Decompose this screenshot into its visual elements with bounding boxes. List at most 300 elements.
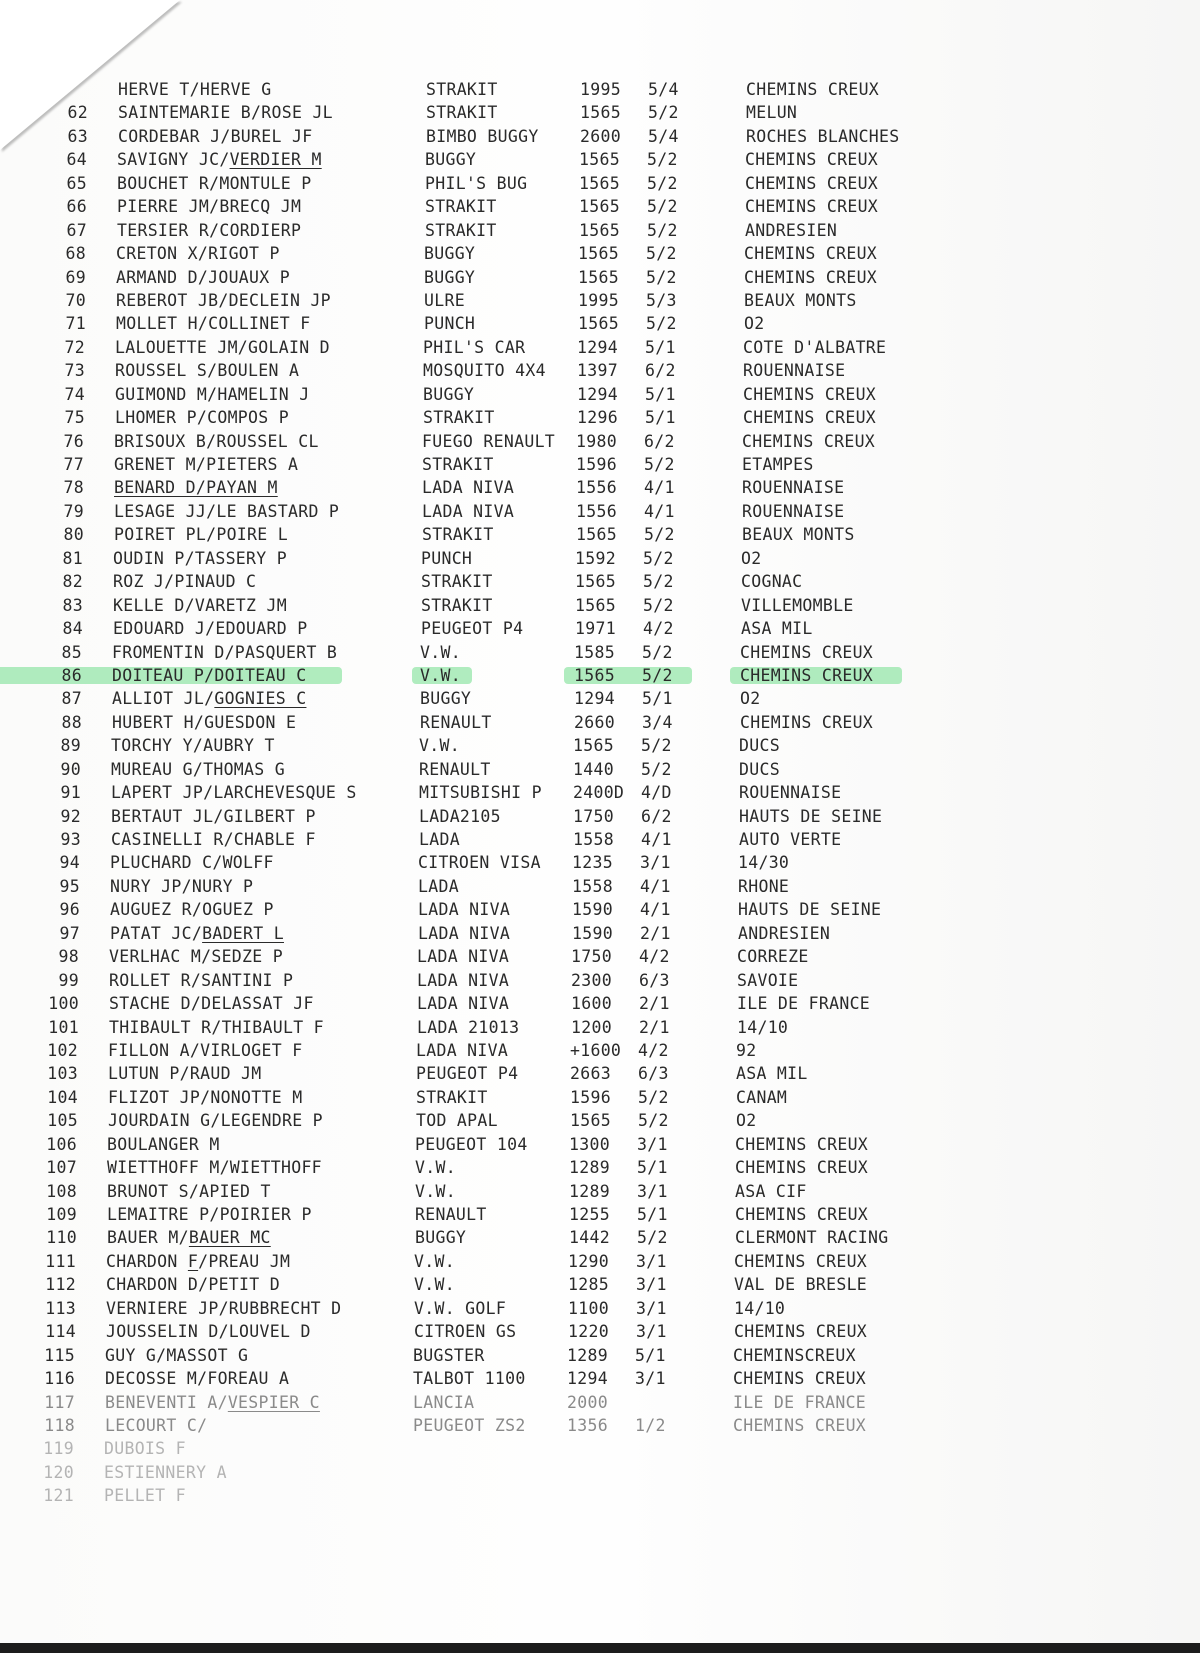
engine-cc: 1565 bbox=[575, 595, 616, 615]
list-row bbox=[0, 101, 1200, 124]
engine-cc: 1995 bbox=[578, 290, 619, 310]
crew-names: REBEROT JB/DECLEIN JP bbox=[116, 290, 331, 310]
engine-cc: 1565 bbox=[579, 150, 620, 170]
car-model: FUEGO RENAULT bbox=[422, 431, 556, 451]
engine-cc: 2300 bbox=[571, 970, 612, 990]
club-name: CHEMINS CREUX bbox=[735, 1158, 869, 1178]
class-group: 5/2 bbox=[644, 525, 675, 545]
crew-names-underlined: VESPIER C bbox=[227, 1392, 320, 1412]
row-number: 118 bbox=[44, 1415, 75, 1435]
car-model: PEUGEOT ZS2 bbox=[413, 1415, 526, 1435]
crew-names: DOITEAU P/DOITEAU C bbox=[112, 665, 307, 685]
class-group: 3/1 bbox=[636, 1298, 667, 1318]
entry-list bbox=[0, 78, 1200, 1508]
car-model: LADA bbox=[418, 876, 459, 896]
crew-names: JOURDAIN G/LEGENDRE P bbox=[108, 1111, 323, 1131]
list-row bbox=[0, 289, 1200, 312]
crew-names: ROZ J/PINAUD C bbox=[113, 572, 257, 592]
list-row bbox=[0, 664, 1200, 687]
club-name: BEAUX MONTS bbox=[744, 290, 857, 310]
engine-cc: 1565 bbox=[578, 267, 619, 287]
engine-cc: 1565 bbox=[580, 103, 621, 123]
engine-cc: 1255 bbox=[569, 1205, 610, 1224]
club-name: CHEMINS CREUX bbox=[743, 408, 877, 428]
row-number: 105 bbox=[47, 1111, 78, 1131]
car-model: V.W. bbox=[419, 736, 460, 756]
crew-names bbox=[110, 922, 284, 945]
row-number: 93 bbox=[60, 830, 81, 849]
list-row bbox=[0, 1086, 1200, 1109]
class-group: 1/2 bbox=[635, 1415, 666, 1435]
class-group: 5/4 bbox=[648, 80, 679, 99]
crew-names: BERTAUT JL/GILBERT P bbox=[111, 806, 316, 826]
crew-names: MOLLET H/COLLINET F bbox=[116, 314, 311, 334]
car-model: V.W. bbox=[420, 642, 461, 662]
list-row bbox=[0, 945, 1200, 968]
class-group: 3/4 bbox=[642, 712, 673, 732]
club-name: ANDRESIEN bbox=[745, 220, 838, 240]
class-group: 5/2 bbox=[637, 1228, 668, 1248]
crew-names bbox=[114, 476, 278, 499]
engine-cc: 1294 bbox=[577, 384, 618, 404]
class-group: 5/1 bbox=[645, 337, 676, 357]
row-number: 91 bbox=[60, 783, 81, 803]
list-row bbox=[0, 1484, 1200, 1507]
club-name: CHEMINS CREUX bbox=[745, 197, 879, 217]
list-row bbox=[0, 1180, 1200, 1203]
class-group: 5/2 bbox=[646, 244, 677, 264]
crew-names: CASINELLI R/CHABLE F bbox=[111, 830, 316, 849]
car-model: BUGGY bbox=[415, 1228, 467, 1248]
crew-names: PELLET F bbox=[104, 1486, 186, 1506]
crew-names bbox=[117, 148, 322, 171]
crew-names-part: ALLIOT JL/ bbox=[112, 689, 215, 709]
class-group: 6/3 bbox=[639, 970, 670, 990]
crew-names: HUBERT H/GUESDON E bbox=[112, 712, 297, 732]
class-group: 4/2 bbox=[638, 1040, 669, 1060]
engine-cc: 1565 bbox=[579, 173, 620, 193]
row-number: 89 bbox=[60, 736, 81, 756]
engine-cc: 1592 bbox=[575, 548, 616, 568]
row-number: 114 bbox=[45, 1322, 76, 1342]
crew-names-underlined: BENARD D/PAYAN M bbox=[114, 478, 278, 498]
club-name: CORREZE bbox=[737, 947, 809, 967]
row-number: 95 bbox=[59, 876, 80, 896]
crew-names: PLUCHARD C/WOLFF bbox=[110, 853, 274, 873]
club-name: SAVOIE bbox=[737, 970, 799, 990]
car-model: V.W. bbox=[414, 1251, 455, 1271]
car-model: CITROEN GS bbox=[414, 1322, 517, 1342]
class-group: 4/1 bbox=[641, 830, 672, 849]
car-model: STRAKIT bbox=[421, 572, 493, 592]
club-name: CHEMINS CREUX bbox=[743, 384, 877, 404]
row-number: 112 bbox=[45, 1275, 76, 1295]
crew-names bbox=[105, 1391, 320, 1414]
crew-names: TERSIER R/CORDIERP bbox=[117, 220, 302, 240]
list-row bbox=[0, 687, 1200, 710]
club-name: CHEMINS CREUX bbox=[742, 431, 876, 451]
list-row bbox=[0, 617, 1200, 640]
engine-cc: 1980 bbox=[576, 431, 617, 451]
car-model: STRAKIT bbox=[423, 408, 495, 428]
row-number: 119 bbox=[43, 1439, 74, 1459]
row-number: 78 bbox=[63, 478, 84, 498]
row-number: 92 bbox=[60, 806, 81, 826]
crew-names: LESAGE JJ/LE BASTARD P bbox=[114, 501, 340, 521]
engine-cc: 1397 bbox=[577, 361, 618, 381]
car-model: MITSUBISHI P bbox=[419, 783, 542, 803]
crew-names: ROLLET R/SANTINI P bbox=[109, 970, 294, 990]
class-group: 5/2 bbox=[638, 1111, 669, 1131]
crew-names: ARMAND D/JOUAUX P bbox=[116, 267, 290, 287]
crew-names: JOUSSELIN D/LOUVEL D bbox=[106, 1322, 311, 1342]
row-number: 74 bbox=[64, 384, 85, 404]
engine-cc: 1556 bbox=[576, 478, 617, 498]
crew-names bbox=[107, 1226, 271, 1249]
crew-names: FLIZOT JP/NONOTTE M bbox=[108, 1087, 303, 1107]
car-model: MOSQUITO 4X4 bbox=[423, 361, 546, 381]
engine-cc: 1289 bbox=[569, 1181, 610, 1201]
car-model: BUGGY bbox=[424, 267, 476, 287]
engine-cc: 1565 bbox=[574, 665, 615, 685]
car-model: STRAKIT bbox=[422, 455, 494, 474]
crew-names: AUGUEZ R/OGUEZ P bbox=[110, 900, 274, 920]
club-name: CHEMINS CREUX bbox=[735, 1134, 869, 1154]
crew-names bbox=[112, 687, 306, 710]
car-model: STRAKIT bbox=[422, 525, 494, 545]
row-number: 107 bbox=[46, 1158, 77, 1178]
row-number: 103 bbox=[47, 1064, 78, 1084]
engine-cc: 1440 bbox=[573, 759, 614, 779]
class-group: 3/1 bbox=[635, 1369, 666, 1389]
engine-cc: 1289 bbox=[567, 1345, 608, 1365]
car-model: V.W. bbox=[414, 1275, 455, 1295]
crew-names: LEMAITRE P/POIRIER P bbox=[107, 1205, 312, 1224]
crew-names: OUDIN P/TASSERY P bbox=[113, 548, 287, 568]
row-number: 75 bbox=[64, 408, 85, 428]
row-number: 101 bbox=[48, 1017, 79, 1037]
crew-names: FILLON A/VIRLOGET F bbox=[108, 1040, 303, 1060]
list-row bbox=[0, 898, 1200, 921]
club-name: CHEMINS CREUX bbox=[744, 244, 878, 264]
row-number: 73 bbox=[64, 361, 85, 381]
class-group: 5/1 bbox=[645, 408, 676, 428]
car-model: STRAKIT bbox=[421, 595, 493, 615]
list-row bbox=[0, 1320, 1200, 1343]
class-group: 2/1 bbox=[640, 923, 671, 943]
crew-names bbox=[106, 1250, 290, 1273]
club-name: CHEMINS CREUX bbox=[733, 1369, 867, 1389]
crew-names: THIBAULT R/THIBAULT F bbox=[109, 1017, 324, 1037]
row-number: 100 bbox=[48, 994, 79, 1014]
crew-names-part: BAUER M/ bbox=[107, 1228, 189, 1248]
crew-names: LECOURT C/ bbox=[105, 1415, 208, 1435]
car-model: CITROEN VISA bbox=[418, 853, 541, 873]
class-group: 5/1 bbox=[642, 689, 673, 709]
car-model: BIMBO BUGGY bbox=[426, 126, 539, 146]
engine-cc: 1289 bbox=[569, 1158, 610, 1178]
row-number: 81 bbox=[62, 548, 83, 568]
car-model: PUNCH bbox=[424, 314, 476, 334]
crew-names: ROUSSEL S/BOULEN A bbox=[115, 361, 300, 381]
car-model: LADA NIVA bbox=[417, 994, 510, 1014]
row-number: 67 bbox=[66, 220, 87, 240]
car-model: PEUGEOT P4 bbox=[421, 619, 524, 639]
list-row bbox=[0, 383, 1200, 406]
class-group: 3/1 bbox=[636, 1251, 667, 1271]
engine-cc: 1750 bbox=[571, 947, 612, 967]
club-name: COTE D'ALBATRE bbox=[743, 337, 887, 357]
car-model: RENAULT bbox=[415, 1205, 487, 1224]
class-group: 4/2 bbox=[643, 619, 674, 639]
class-group: 5/1 bbox=[645, 384, 676, 404]
crew-names-underlined: VERDIER M bbox=[229, 150, 322, 170]
class-group: 4/1 bbox=[644, 501, 675, 521]
row-number: 85 bbox=[61, 642, 82, 662]
engine-cc: 1565 bbox=[570, 1111, 611, 1131]
club-name: CHEMINS CREUX bbox=[733, 1415, 867, 1435]
list-row bbox=[0, 148, 1200, 171]
class-group: 5/2 bbox=[647, 220, 678, 240]
class-group: 5/2 bbox=[648, 103, 679, 123]
engine-cc: 1585 bbox=[574, 642, 615, 662]
list-row bbox=[0, 1461, 1200, 1484]
class-group: 5/2 bbox=[642, 665, 673, 685]
list-row bbox=[0, 875, 1200, 898]
row-number: 76 bbox=[63, 431, 84, 451]
class-group: 4/2 bbox=[639, 947, 670, 967]
engine-cc: 1200 bbox=[571, 1017, 612, 1037]
car-model: PUNCH bbox=[421, 548, 473, 568]
class-group: 4/D bbox=[641, 783, 672, 803]
car-model: STRAKIT bbox=[425, 197, 497, 217]
club-name: HAUTS DE SEINE bbox=[738, 900, 882, 920]
row-number: 68 bbox=[65, 244, 86, 264]
crew-names: DECOSSE M/FOREAU A bbox=[105, 1369, 290, 1389]
class-group: 2/1 bbox=[639, 994, 670, 1014]
engine-cc: 1290 bbox=[568, 1251, 609, 1271]
engine-cc: 2663 bbox=[570, 1064, 611, 1084]
row-number: 116 bbox=[44, 1369, 75, 1389]
class-group: 5/2 bbox=[638, 1087, 669, 1107]
class-group: 3/1 bbox=[636, 1275, 667, 1295]
list-row bbox=[0, 1109, 1200, 1132]
engine-cc: 1235 bbox=[572, 853, 613, 873]
row-number: 69 bbox=[65, 267, 86, 287]
club-name: BEAUX MONTS bbox=[742, 525, 855, 545]
club-name: CHEMINS CREUX bbox=[745, 173, 879, 193]
crew-names: CRETON X/RIGOT P bbox=[116, 244, 280, 264]
car-model: PHIL'S BUG bbox=[425, 173, 528, 193]
class-group: 5/4 bbox=[648, 126, 679, 146]
row-number: 96 bbox=[59, 900, 80, 920]
engine-cc: 1565 bbox=[578, 244, 619, 264]
car-model: STRAKIT bbox=[426, 80, 498, 99]
row-number: 97 bbox=[59, 923, 80, 943]
crew-names: ESTIENNERY A bbox=[104, 1462, 227, 1482]
crew-names: LUTUN P/RAUD JM bbox=[108, 1064, 262, 1084]
car-model: V.W. bbox=[415, 1181, 456, 1201]
club-name: CLERMONT RACING bbox=[735, 1228, 889, 1248]
crew-names-underlined: BAUER MC bbox=[188, 1228, 271, 1248]
row-number: 64 bbox=[66, 150, 87, 170]
list-row bbox=[0, 125, 1200, 148]
car-model: BUGGY bbox=[420, 689, 472, 709]
engine-cc: 1590 bbox=[572, 923, 613, 943]
car-model: STRAKIT bbox=[416, 1087, 488, 1107]
engine-cc: 1565 bbox=[578, 314, 619, 334]
club-name: ASA MIL bbox=[736, 1064, 808, 1084]
engine-cc: 1590 bbox=[572, 900, 613, 920]
engine-cc: 2600 bbox=[580, 126, 621, 146]
row-number: 87 bbox=[61, 689, 82, 709]
club-name: CHEMINS CREUX bbox=[744, 267, 878, 287]
list-row bbox=[0, 1203, 1200, 1226]
engine-cc: 2400D bbox=[573, 783, 625, 803]
crew-names: CHARDON D/PETIT D bbox=[106, 1275, 280, 1295]
row-number: 121 bbox=[43, 1486, 74, 1506]
car-model: TOD APAL bbox=[416, 1111, 498, 1131]
row-number: 115 bbox=[44, 1345, 75, 1365]
car-model: LADA NIVA bbox=[417, 947, 510, 967]
list-row bbox=[0, 805, 1200, 828]
crew-names: SAINTEMARIE B/ROSE JL bbox=[118, 103, 333, 123]
car-model: BUGSTER bbox=[413, 1345, 485, 1365]
engine-cc: +1600 bbox=[570, 1040, 622, 1060]
class-group: 5/2 bbox=[647, 197, 678, 217]
crew-names: WIETTHOFF M/WIETTHOFF bbox=[107, 1158, 322, 1178]
club-name: VAL DE BRESLE bbox=[734, 1275, 868, 1295]
club-name: ETAMPES bbox=[742, 455, 814, 474]
class-group: 3/1 bbox=[636, 1322, 667, 1342]
club-name: ANDRESIEN bbox=[738, 923, 831, 943]
club-name: ASA MIL bbox=[741, 619, 813, 639]
crew-names: LALOUETTE JM/GOLAIN D bbox=[115, 337, 330, 357]
club-name: 14/30 bbox=[738, 853, 790, 873]
crew-names: LHOMER P/COMPOS P bbox=[115, 408, 289, 428]
engine-cc: 1600 bbox=[571, 994, 612, 1014]
club-name: CHEMINS CREUX bbox=[735, 1205, 869, 1224]
row-number: 79 bbox=[63, 501, 84, 521]
row-number: 62 bbox=[67, 103, 88, 123]
class-group: 5/2 bbox=[643, 595, 674, 615]
club-name: 92 bbox=[736, 1040, 757, 1060]
engine-cc: 1565 bbox=[575, 572, 616, 592]
row-number: 99 bbox=[58, 970, 79, 990]
car-model: PEUGEOT 104 bbox=[415, 1134, 528, 1154]
list-row bbox=[0, 195, 1200, 218]
club-name: CANAM bbox=[736, 1087, 788, 1107]
crew-names: EDOUARD J/EDOUARD P bbox=[113, 619, 308, 639]
row-number: 108 bbox=[46, 1181, 77, 1201]
row-number: 117 bbox=[44, 1392, 75, 1412]
car-model: LANCIA bbox=[413, 1392, 475, 1412]
list-row bbox=[0, 406, 1200, 429]
crew-names-underlined: GOGNIES C bbox=[214, 689, 307, 709]
row-number: 71 bbox=[65, 314, 86, 334]
club-name: O2 bbox=[740, 689, 761, 709]
engine-cc: 1565 bbox=[579, 197, 620, 217]
crew-names: MUREAU G/THOMAS G bbox=[111, 759, 285, 779]
class-group: 5/2 bbox=[643, 548, 674, 568]
club-name: MELUN bbox=[746, 103, 798, 123]
list-row bbox=[0, 500, 1200, 523]
engine-cc: 2000 bbox=[567, 1392, 608, 1412]
list-row bbox=[0, 1414, 1200, 1437]
crew-names-part: /PREAU JM bbox=[198, 1251, 291, 1271]
list-row bbox=[0, 992, 1200, 1015]
list-row bbox=[0, 312, 1200, 335]
row-number: 90 bbox=[60, 759, 81, 779]
class-group: 5/1 bbox=[637, 1205, 668, 1224]
row-number: 80 bbox=[63, 525, 84, 545]
club-name: AUTO VERTE bbox=[739, 830, 842, 849]
club-name: COGNAC bbox=[741, 572, 803, 592]
list-row bbox=[0, 359, 1200, 382]
row-number: 106 bbox=[46, 1134, 77, 1154]
car-model: PHIL'S CAR bbox=[423, 337, 526, 357]
car-model: LADA2105 bbox=[419, 806, 501, 826]
list-row bbox=[0, 1273, 1200, 1296]
engine-cc: 1296 bbox=[577, 408, 618, 428]
engine-cc: 1442 bbox=[569, 1228, 610, 1248]
row-number: 77 bbox=[63, 455, 84, 474]
crew-names: NURY JP/NURY P bbox=[110, 876, 254, 896]
list-row bbox=[0, 969, 1200, 992]
car-model: LADA NIVA bbox=[417, 970, 510, 990]
row-number: 63 bbox=[67, 126, 88, 146]
car-model: LADA NIVA bbox=[422, 478, 515, 498]
crew-names-underlined: F bbox=[187, 1251, 199, 1271]
row-number: 82 bbox=[62, 572, 83, 592]
club-name: ROUENNAISE bbox=[743, 361, 846, 381]
car-model: V.W. GOLF bbox=[414, 1298, 507, 1318]
car-model: BUGGY bbox=[425, 150, 477, 170]
club-name: O2 bbox=[736, 1111, 757, 1131]
scan-edge bbox=[0, 1643, 1200, 1653]
engine-cc: 1596 bbox=[576, 455, 617, 474]
car-model: LADA bbox=[419, 830, 460, 849]
car-model: LADA NIVA bbox=[418, 900, 511, 920]
engine-cc: 1558 bbox=[573, 830, 614, 849]
crew-names: GUIMOND M/HAMELIN J bbox=[115, 384, 310, 404]
crew-names: GRENET M/PIETERS A bbox=[114, 455, 299, 474]
engine-cc: 1285 bbox=[568, 1275, 609, 1295]
club-name: O2 bbox=[741, 548, 762, 568]
list-row bbox=[0, 1297, 1200, 1320]
engine-cc: 1750 bbox=[573, 806, 614, 826]
crew-names: BOUCHET R/MONTULE P bbox=[117, 173, 312, 193]
crew-names-part: SAVIGNY JC/ bbox=[117, 150, 230, 170]
list-row bbox=[0, 594, 1200, 617]
class-group: 3/1 bbox=[637, 1134, 668, 1154]
class-group: 5/2 bbox=[647, 150, 678, 170]
list-row bbox=[0, 922, 1200, 945]
engine-cc: 1294 bbox=[567, 1369, 608, 1389]
list-row bbox=[0, 758, 1200, 781]
list-row bbox=[0, 172, 1200, 195]
row-number: 94 bbox=[59, 853, 80, 873]
crew-names: STACHE D/DELASSAT JF bbox=[109, 994, 314, 1014]
engine-cc: 1294 bbox=[577, 337, 618, 357]
car-model: TALBOT 1100 bbox=[413, 1369, 526, 1389]
club-name: CHEMINS CREUX bbox=[740, 712, 874, 732]
crew-names: BRUNOT S/APIED T bbox=[107, 1181, 271, 1201]
engine-cc: 1971 bbox=[575, 619, 616, 639]
row-number: 88 bbox=[61, 712, 82, 732]
club-name: CHEMINS CREUX bbox=[740, 665, 874, 685]
crew-names: DUBOIS F bbox=[104, 1439, 186, 1459]
